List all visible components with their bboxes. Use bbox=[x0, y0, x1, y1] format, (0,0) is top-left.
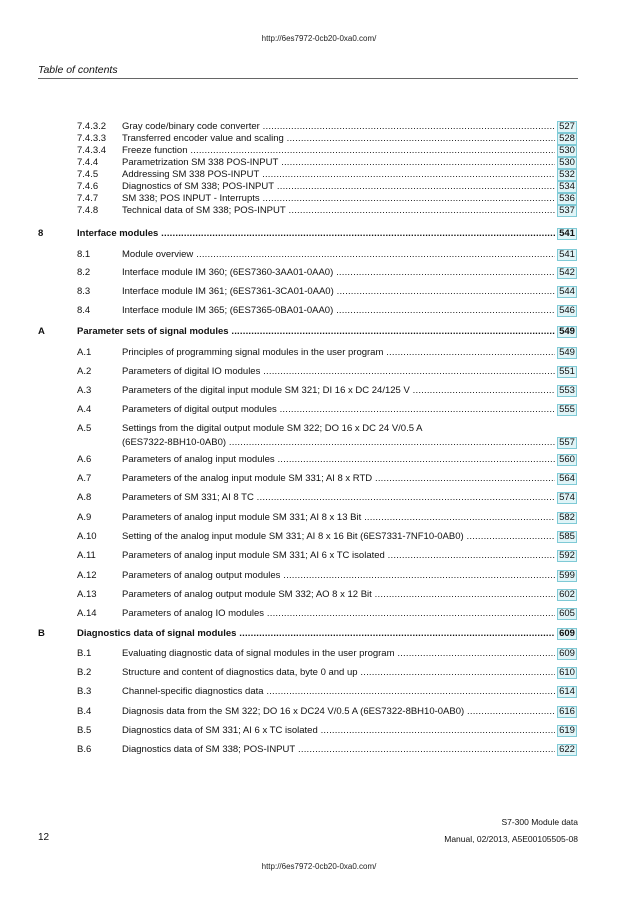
toc-entry-title: Parameters of analog output modules ..... bbox=[122, 571, 555, 581]
toc-entry-number: 7.4.5 bbox=[77, 169, 99, 180]
toc-entry-number: 7.4.8 bbox=[77, 205, 99, 216]
toc-entry-page-link[interactable]: 582 bbox=[557, 512, 577, 524]
toc-entry-title: Setting of the analog input module SM 331; AI 8 x 16 Bit (6ES7331-7NF10-0AB0) ..... bbox=[122, 532, 555, 542]
toc-entry-number: 7.4.3.2 bbox=[77, 121, 107, 132]
toc-entry-page-link[interactable]: 549 bbox=[557, 326, 577, 338]
toc-entry-number: A.7 bbox=[77, 473, 92, 484]
toc-entry-title: Diagnostics of SM 338; POS-INPUT ..... bbox=[122, 182, 555, 192]
footer-doc-title: S7-300 Module data bbox=[501, 817, 578, 827]
toc-entry-title: Interface module IM 365; (6ES7365-0BA01-0AA0) ..... bbox=[122, 306, 555, 316]
toc-entry-title: Parameters of digital IO modules ..... bbox=[122, 367, 555, 377]
toc-entry-number: A.6 bbox=[77, 454, 92, 465]
toc-entry-number: A.3 bbox=[77, 385, 92, 396]
toc-entry-title: Gray code/binary code converter ..... bbox=[122, 122, 555, 132]
toc-entry-number: A.10 bbox=[77, 531, 97, 542]
toc-entry-title: Interface module IM 360; (6ES7360-3AA01-0AA0) ..... bbox=[122, 268, 555, 278]
page-number: 12 bbox=[38, 832, 50, 843]
top-url[interactable]: http://6es7972-0cb20-0xa0.com/ bbox=[261, 34, 377, 43]
toc-entry-page-link[interactable]: 530 bbox=[557, 157, 577, 169]
toc-entry-page-link[interactable]: 605 bbox=[557, 608, 577, 620]
toc-entry-number: B.4 bbox=[77, 706, 92, 717]
toc-entry-number: A.14 bbox=[77, 608, 97, 619]
toc-entry-page-link[interactable]: 602 bbox=[557, 589, 577, 601]
toc-entry-page-link[interactable]: 553 bbox=[557, 385, 577, 397]
toc-entry-number: A.1 bbox=[77, 347, 92, 358]
toc-entry-title: Parameters of analog output module SM 332; AO 8 x 12 Bit ..... bbox=[122, 590, 555, 600]
toc-entry-page-link[interactable]: 536 bbox=[557, 193, 577, 205]
toc-entry-page-link[interactable]: 551 bbox=[557, 366, 577, 378]
toc-entry-page-link[interactable]: 616 bbox=[557, 706, 577, 718]
toc-entry-number: B.6 bbox=[77, 744, 92, 755]
toc-entry-title: Parameter sets of signal modules ..... bbox=[77, 327, 555, 337]
toc-entry-page-link[interactable]: 564 bbox=[557, 473, 577, 485]
toc-entry-page-link[interactable]: 599 bbox=[557, 570, 577, 582]
footer-doc-info: Manual, 02/2013, A5E00105505-08 bbox=[444, 834, 578, 844]
toc-entry-title bbox=[122, 422, 555, 450]
toc-entry-page-link[interactable]: 574 bbox=[557, 492, 577, 504]
toc-entry-number: 7.4.4 bbox=[77, 157, 99, 168]
toc-entry-title: Principles of programming signal modules in the user program ..... bbox=[122, 348, 555, 358]
toc-entry-number: 7.4.6 bbox=[77, 181, 99, 192]
toc-entry-title: Evaluating diagnostic data of signal modules in the user program ..... bbox=[122, 649, 555, 659]
toc-entry-number: B.5 bbox=[77, 725, 92, 736]
toc-entry-page-link[interactable]: 609 bbox=[557, 648, 577, 660]
toc-entry-number: 8.4 bbox=[77, 305, 91, 316]
toc-entry-page-link[interactable]: 549 bbox=[557, 347, 577, 359]
toc-entry-title: Parameters of analog input module SM 331; AI 6 x TC isolated ..... bbox=[122, 551, 555, 561]
toc-entry-title-line2: (6ES7322-8BH10-0AB0) ..... bbox=[122, 436, 555, 450]
toc-entry-title: Transferred encoder value and scaling ..... bbox=[122, 134, 555, 144]
toc-entry-page-link[interactable]: 530 bbox=[557, 145, 577, 157]
toc-entry-title: Diagnostics data of signal modules ..... bbox=[77, 629, 555, 639]
toc-entry-page-link[interactable]: 585 bbox=[557, 531, 577, 543]
toc-entry-title: Structure and content of diagnostics data, byte 0 and up ..... bbox=[122, 668, 555, 678]
toc-entry-page-link[interactable]: 560 bbox=[557, 454, 577, 466]
toc-entry-title: Freeze function ..... bbox=[122, 146, 555, 156]
toc-entry-title: Parameters of analog input modules ..... bbox=[122, 455, 555, 465]
toc-entry-page-link[interactable]: 541 bbox=[557, 249, 577, 261]
toc-entry-title: Module overview ..... bbox=[122, 250, 555, 260]
toc-entry-number: A.9 bbox=[77, 512, 92, 523]
toc-entry-number: A.2 bbox=[77, 366, 92, 377]
toc-entry-title: SM 338; POS INPUT - Interrupts ..... bbox=[122, 194, 555, 204]
toc-entry-title: Parameters of SM 331; AI 8 TC ..... bbox=[122, 493, 555, 503]
toc-entry-number: A.4 bbox=[77, 404, 92, 415]
toc-entry-page-link[interactable]: 546 bbox=[557, 305, 577, 317]
toc-entry-page-link[interactable]: 527 bbox=[557, 121, 577, 133]
toc-entry-title: Channel-specific diagnostics data ..... bbox=[122, 687, 555, 697]
toc-entry-number: B.1 bbox=[77, 648, 92, 659]
toc-entry-number: A.13 bbox=[77, 589, 97, 600]
toc-entry-page-link[interactable]: 557 bbox=[557, 437, 577, 449]
toc-entry-number: 7.4.7 bbox=[77, 193, 99, 204]
toc-entry-title: Diagnostics data of SM 338; POS-INPUT ..... bbox=[122, 745, 555, 755]
toc-entry-title: Parameters of the analog input module SM 331; AI 8 x RTD ..... bbox=[122, 474, 555, 484]
toc-entry-number: 8.1 bbox=[77, 249, 91, 260]
toc-entry-page-link[interactable]: 610 bbox=[557, 667, 577, 679]
toc-entry-page-link[interactable]: 555 bbox=[557, 404, 577, 416]
toc-entry-title: Parametrization SM 338 POS-INPUT ..... bbox=[122, 158, 555, 168]
toc-entry-number: B.2 bbox=[77, 667, 92, 678]
toc-entry-number: B bbox=[38, 628, 45, 639]
toc-entry-title: Addressing SM 338 POS-INPUT ..... bbox=[122, 170, 555, 180]
running-header: Table of contents bbox=[38, 64, 118, 76]
toc-entry-number: 8.3 bbox=[77, 286, 91, 297]
toc-entry-title: Parameters of the digital input module SM 321; DI 16 x DC 24/125 V ..... bbox=[122, 386, 555, 396]
toc-entry-number: A.8 bbox=[77, 492, 92, 503]
toc-entry-page-link[interactable]: 541 bbox=[557, 228, 577, 240]
toc-entry-title-line1: Settings from the digital output module SM 322; DO 16 x DC 24 V/0.5 A bbox=[122, 423, 423, 434]
toc-entry-title: Parameters of analog input module SM 331; AI 8 x 13 Bit ..... bbox=[122, 513, 555, 523]
toc-entry-page-link[interactable]: 622 bbox=[557, 744, 577, 756]
toc-entry-number: A.5 bbox=[77, 423, 92, 434]
toc-entry-page-link[interactable]: 537 bbox=[557, 205, 577, 217]
toc-entry-number: 8 bbox=[38, 228, 44, 239]
toc-entry-number: 7.4.3.3 bbox=[77, 133, 107, 144]
toc-entry-number: 8.2 bbox=[77, 267, 91, 278]
toc-entry-page-link[interactable]: 609 bbox=[557, 628, 577, 640]
toc-entry-number: A.11 bbox=[77, 550, 96, 561]
toc-entry-title: Parameters of digital output modules ..... bbox=[122, 405, 555, 415]
toc-entry-title: Diagnostics data of SM 331; AI 6 x TC isolated ..... bbox=[122, 726, 555, 736]
toc-entry-page-link[interactable]: 542 bbox=[557, 267, 577, 279]
toc-entry-page-link[interactable]: 614 bbox=[557, 686, 577, 698]
toc-entry-page-link[interactable]: 619 bbox=[557, 725, 577, 737]
toc-entry-title: Parameters of analog IO modules ..... bbox=[122, 609, 555, 619]
toc-entry-page-link[interactable]: 528 bbox=[557, 133, 577, 145]
toc-entry-number: B.3 bbox=[77, 686, 92, 697]
toc-entry-number: A.12 bbox=[77, 570, 97, 581]
bottom-url[interactable]: http://6es7972-0cb20-0xa0.com/ bbox=[261, 862, 377, 871]
toc-entry-page-link[interactable]: 544 bbox=[557, 286, 577, 298]
toc-entry-page-link[interactable]: 532 bbox=[557, 169, 577, 181]
toc-entry-page-link[interactable]: 534 bbox=[557, 181, 577, 193]
toc-entry-number: 7.4.3.4 bbox=[77, 145, 107, 156]
toc-entry-title: Interface modules ..... bbox=[77, 229, 555, 239]
toc-entry-title: Diagnosis data from the SM 322; DO 16 x DC24 V/0.5 A (6ES7322-8BH10-0AB0) ..... bbox=[122, 707, 555, 717]
toc-entry-page-link[interactable]: 592 bbox=[557, 550, 577, 562]
toc-entry-title: Technical data of SM 338; POS-INPUT ..... bbox=[122, 206, 555, 216]
toc-entry-title: Interface module IM 361; (6ES7361-3CA01-0AA0) ..... bbox=[122, 287, 555, 297]
toc-entry-number: A bbox=[38, 326, 45, 337]
